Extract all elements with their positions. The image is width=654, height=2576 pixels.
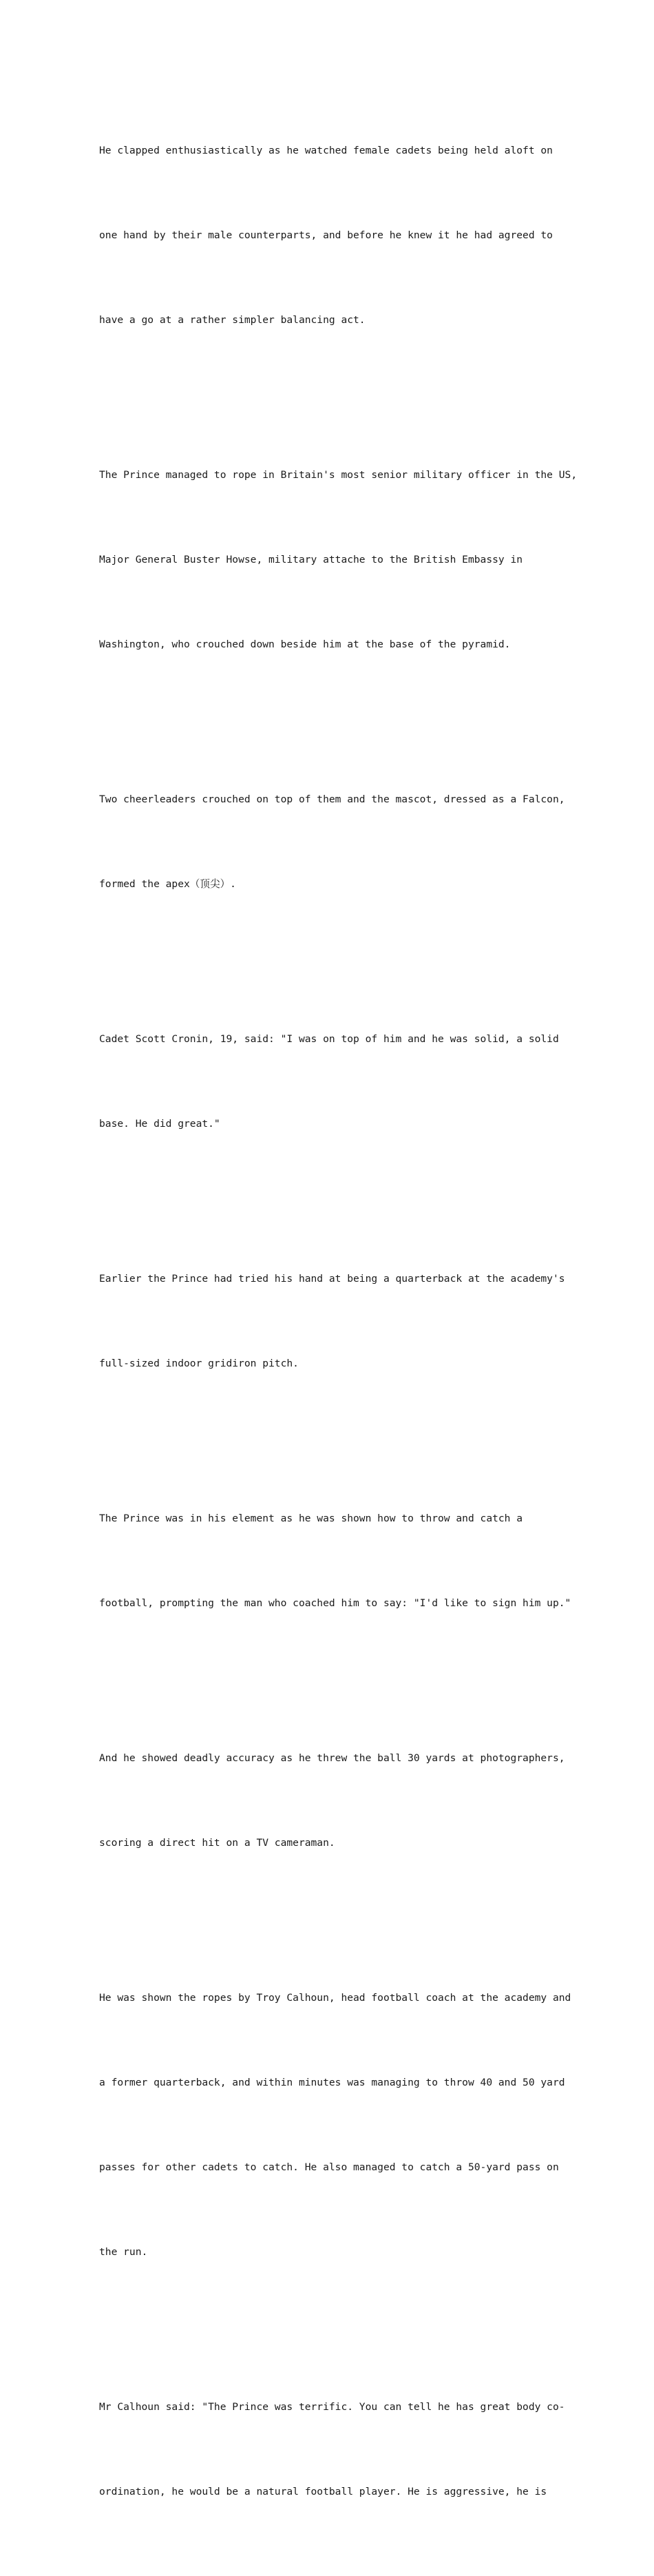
text-line: a former quarterback, and within minutes was managing to throw 40 and 50 yard bbox=[99, 2077, 565, 2088]
paragraph-9 bbox=[99, 2336, 565, 2562]
text-line: Earlier the Prince had tried his hand at being a quarterback at the academy's bbox=[99, 1273, 565, 1285]
paragraph-5 bbox=[99, 1208, 565, 1434]
paragraph-2 bbox=[99, 404, 578, 715]
text-line: scoring a direct hit on a TV cameraman. bbox=[99, 1837, 335, 1849]
text-line: He clapped enthusiastically as he watched female cadets being held aloft on bbox=[99, 145, 553, 156]
text-line: And he showed deadly accuracy as he threw the ball 30 yards at photographers, bbox=[99, 1752, 565, 1764]
text-line: The Prince managed to rope in Britain's most senior military officer in the US, bbox=[99, 469, 578, 481]
text-line: base. He did great." bbox=[99, 1118, 220, 1130]
text-line: Cadet Scott Cronin, 19, said: "I was on top of him and he was solid, a solid bbox=[99, 1033, 559, 1045]
paragraph-4 bbox=[99, 968, 560, 1194]
paragraph-6 bbox=[99, 1448, 571, 1674]
text-line: ordination, he would be a natural football player. He is aggressive, he is bbox=[99, 2486, 547, 2497]
text-line: He was shown the ropes by Troy Calhoun, head football coach at the academy and bbox=[99, 1992, 571, 2004]
text-line: The Prince was in his element as he was shown how to throw and catch a bbox=[99, 1513, 523, 1524]
paragraph-3 bbox=[99, 729, 565, 955]
text-line: Two cheerleaders crouched on top of them and the mascot, dressed as a Falcon, bbox=[99, 793, 565, 805]
text-line: full-sized indoor gridiron pitch. bbox=[99, 1358, 299, 1369]
text-line: football, prompting the man who coached him to say: "I'd like to sign him up." bbox=[99, 1597, 571, 1609]
paragraph-8 bbox=[99, 1927, 571, 2323]
text-line: the run. bbox=[99, 2246, 148, 2258]
text-line: Washington, who crouched down beside him at the base of the pyramid. bbox=[99, 638, 511, 650]
paragraph-1 bbox=[99, 80, 560, 391]
text-line: passes for other cadets to catch. He also managed to catch a 50-yard pass on bbox=[99, 2161, 559, 2173]
text-line: Major General Buster Howse, military attache to the British Embassy in bbox=[99, 554, 523, 565]
text-line: formed the apex（顶尖）. bbox=[99, 878, 236, 890]
text-line: Mr Calhoun said: "The Prince was terrific. You can tell he has great body co- bbox=[99, 2401, 565, 2413]
text-line: one hand by their male counterparts, and before he knew it he had agreed to bbox=[99, 229, 553, 241]
document-body bbox=[99, 80, 578, 2576]
paragraph-7 bbox=[99, 1687, 565, 1913]
text-line: have a go at a rather simpler balancing act. bbox=[99, 314, 366, 326]
